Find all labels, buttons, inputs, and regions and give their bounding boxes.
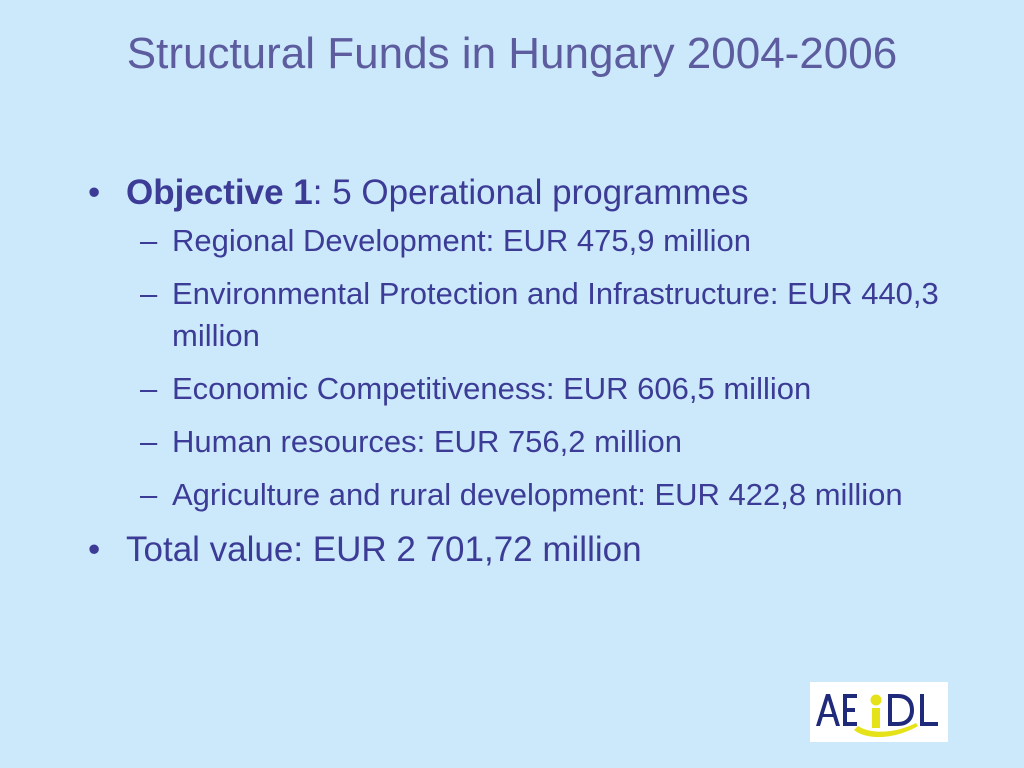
sub-bullet-item	[126, 421, 964, 463]
sub-bullet-text: Regional Development: EUR 475,9 million	[172, 223, 751, 258]
sub-bullet-item	[126, 368, 964, 410]
dash-glyph: –	[140, 424, 158, 459]
bullet-glyph: •	[88, 173, 101, 212]
bullet-item-total	[84, 527, 964, 573]
bullet-item-objective-1	[84, 170, 964, 516]
aeidl-logo	[810, 682, 948, 742]
aeidl-logo-icon	[810, 682, 948, 742]
dash-glyph: –	[140, 223, 158, 258]
sub-bullet-text: Economic Competitiveness: EUR 606,5 million	[172, 371, 812, 406]
sub-bullet-item	[126, 474, 964, 516]
bullet-list	[84, 170, 964, 573]
bullet-text: Total value: EUR 2 701,72 million	[126, 530, 642, 569]
bullet-text: : 5 Operational programmes	[312, 173, 749, 212]
dash-glyph: –	[140, 371, 158, 406]
dash-glyph: –	[140, 276, 158, 311]
sub-bullet-text: Environmental Protection and Infrastructure: EUR 440,3 million	[172, 276, 939, 353]
sub-bullet-item	[126, 273, 964, 357]
sub-bullet-text: Human resources: EUR 756,2 million	[172, 424, 682, 459]
dash-glyph: –	[140, 477, 158, 512]
sub-bullet-item	[126, 220, 964, 262]
sub-bullet-list	[126, 220, 964, 516]
slide-title: Structural Funds in Hungary 2004-2006	[126, 29, 898, 78]
sub-bullet-text: Agriculture and rural development: EUR 422,8 million	[172, 477, 903, 512]
bullet-glyph: •	[88, 530, 101, 569]
bullet-bold-label: Objective 1	[126, 173, 313, 212]
